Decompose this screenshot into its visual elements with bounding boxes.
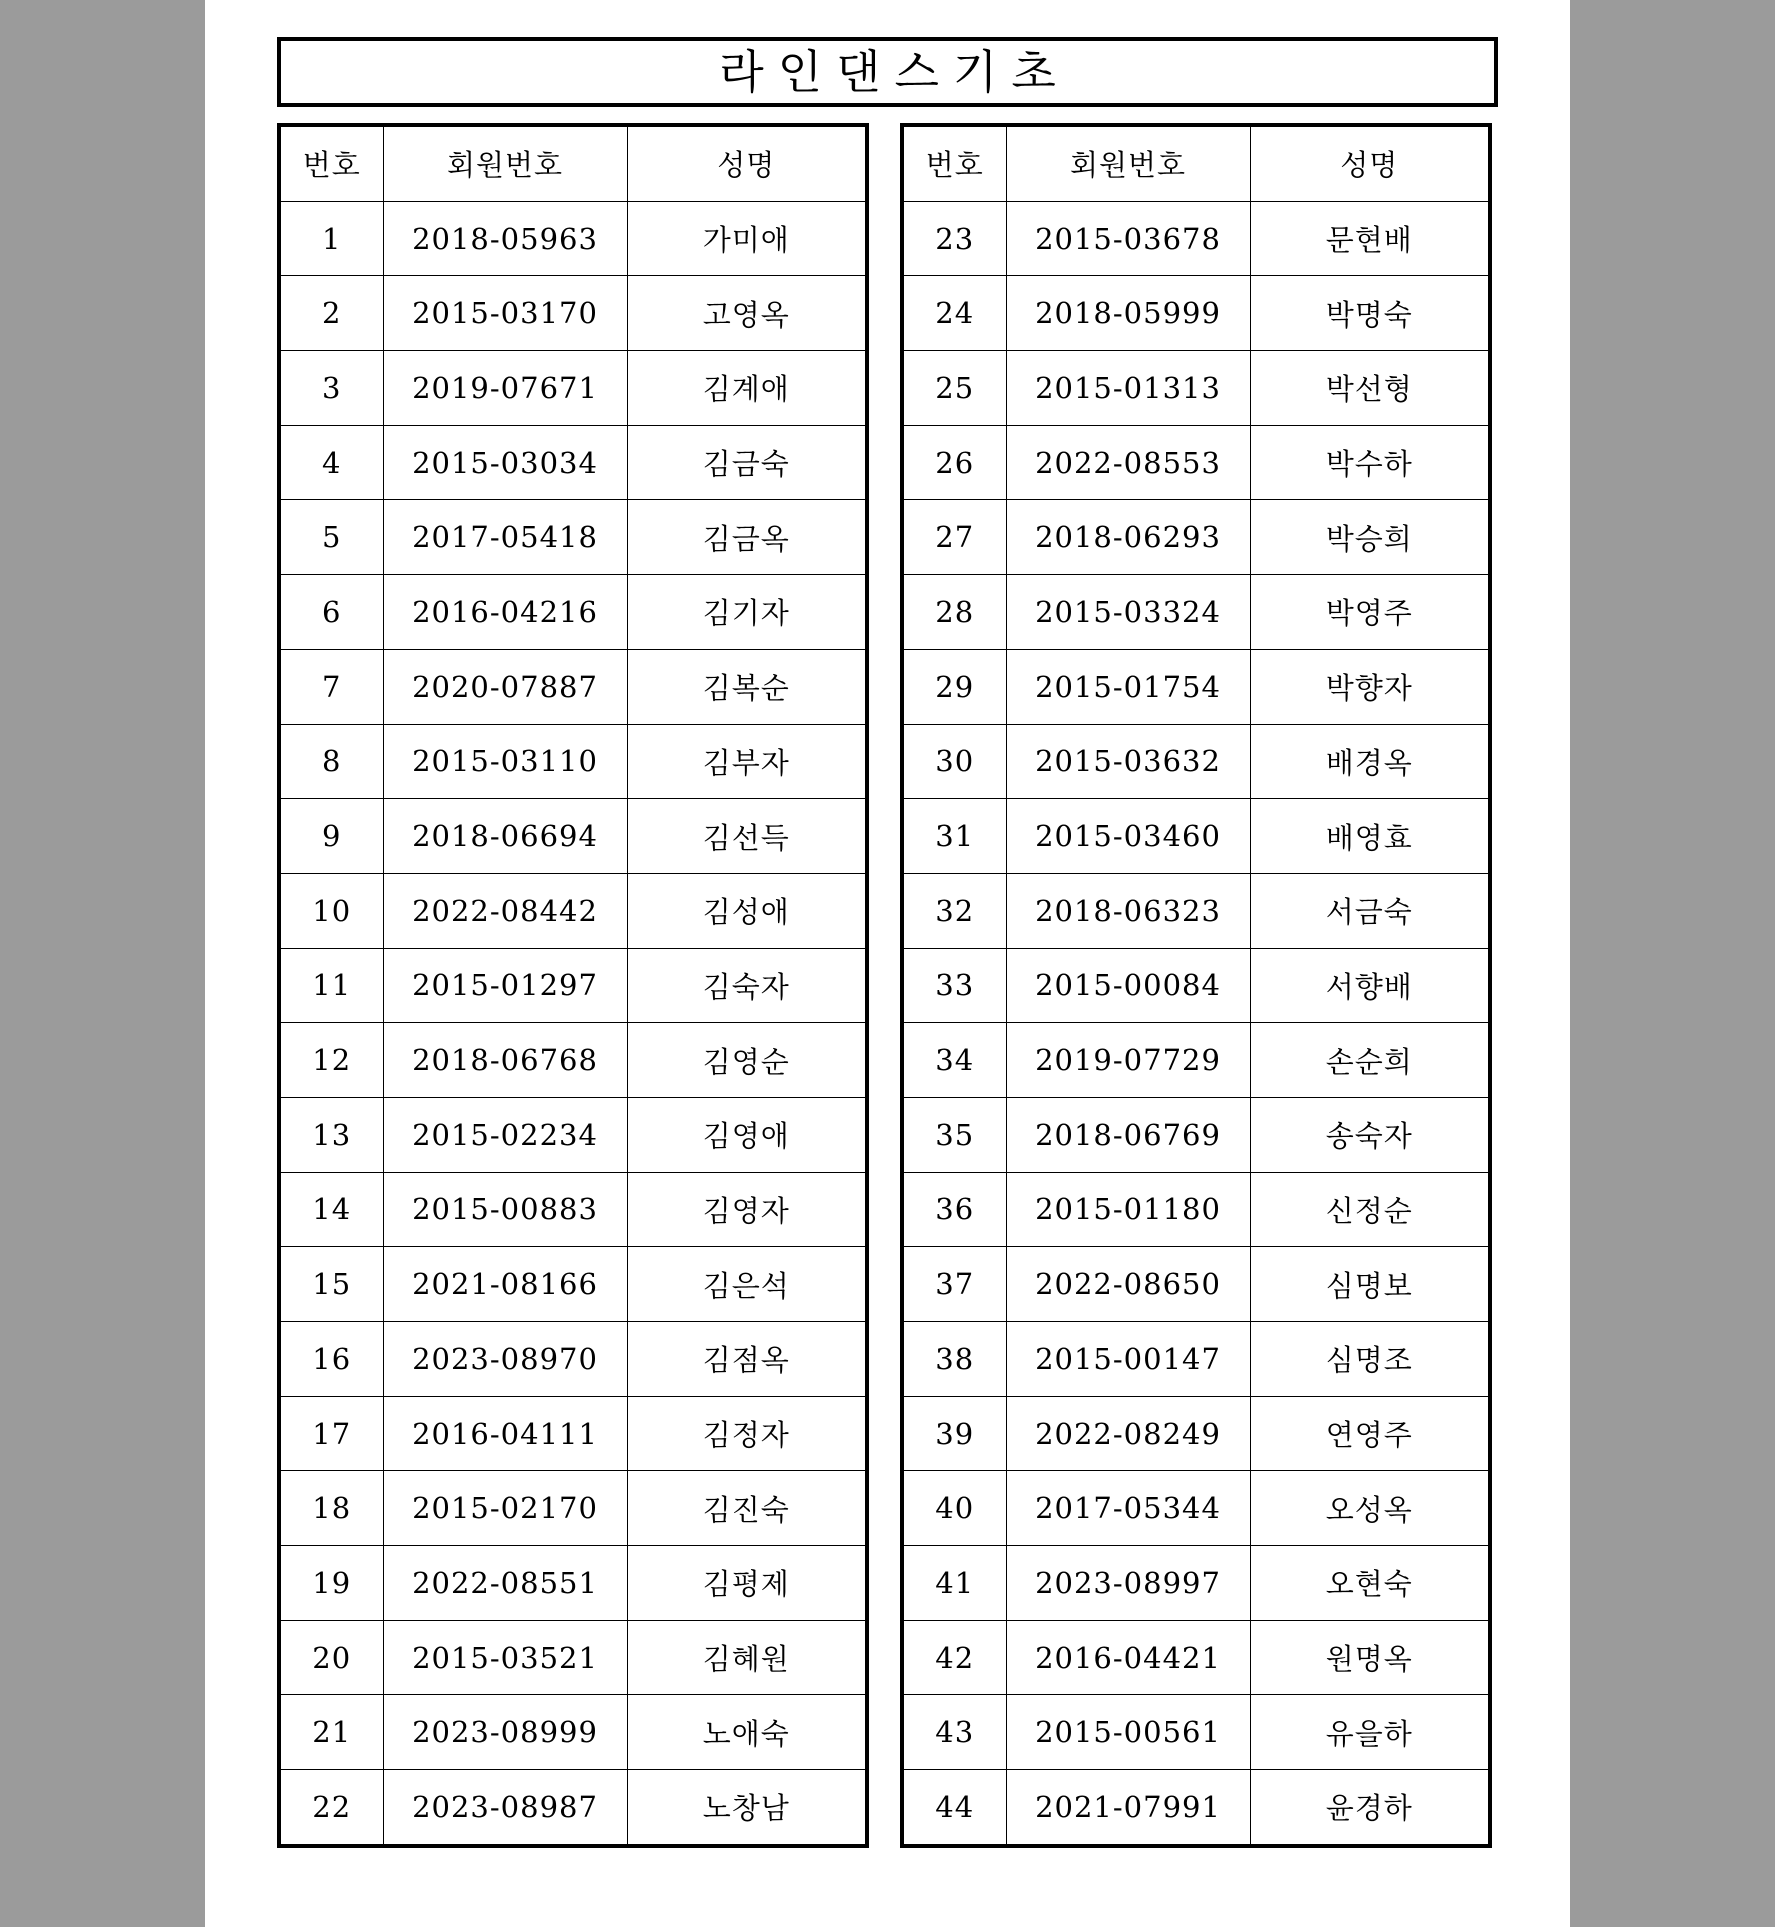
cell-name: 가미애 — [627, 201, 867, 276]
table-row — [902, 425, 1490, 500]
cell-member-id: 2018-06293 — [1006, 500, 1250, 575]
cell-no: 3 — [279, 351, 383, 426]
cell-no: 7 — [279, 649, 383, 724]
table-row — [902, 201, 1490, 276]
cell-name: 박수하 — [1250, 425, 1490, 500]
header-no: 번호 — [279, 125, 383, 201]
cell-member-id: 2016-04111 — [383, 1396, 627, 1471]
table-row — [279, 948, 867, 1023]
cell-name: 박명숙 — [1250, 276, 1490, 351]
cell-no: 11 — [279, 948, 383, 1023]
table-row — [279, 1322, 867, 1397]
table-row — [279, 649, 867, 724]
cell-member-id: 2015-03034 — [383, 425, 627, 500]
cell-member-id: 2015-03678 — [1006, 201, 1250, 276]
cell-name: 문현배 — [1250, 201, 1490, 276]
cell-no: 38 — [902, 1322, 1006, 1397]
cell-name: 김진숙 — [627, 1471, 867, 1546]
cell-name: 심명조 — [1250, 1322, 1490, 1397]
cell-name: 배경옥 — [1250, 724, 1490, 799]
cell-name: 신정순 — [1250, 1172, 1490, 1247]
cell-member-id: 2015-01180 — [1006, 1172, 1250, 1247]
cell-member-id: 2020-07887 — [383, 649, 627, 724]
table-row — [902, 1247, 1490, 1322]
cell-no: 16 — [279, 1322, 383, 1397]
cell-member-id: 2021-08166 — [383, 1247, 627, 1322]
cell-no: 31 — [902, 799, 1006, 874]
cell-member-id: 2015-00084 — [1006, 948, 1250, 1023]
cell-name: 김계애 — [627, 351, 867, 426]
table-row — [279, 1097, 867, 1172]
table-row — [902, 1023, 1490, 1098]
table-row — [902, 575, 1490, 650]
cell-no: 44 — [902, 1770, 1006, 1846]
cell-name: 고영옥 — [627, 276, 867, 351]
cell-name: 서금숙 — [1250, 873, 1490, 948]
cell-member-id: 2015-01297 — [383, 948, 627, 1023]
cell-no: 21 — [279, 1695, 383, 1770]
cell-member-id: 2021-07991 — [1006, 1770, 1250, 1846]
cell-member-id: 2015-00883 — [383, 1172, 627, 1247]
cell-no: 29 — [902, 649, 1006, 724]
cell-member-id: 2015-00561 — [1006, 1695, 1250, 1770]
table-row — [279, 276, 867, 351]
table-row — [279, 1471, 867, 1546]
table-row — [902, 276, 1490, 351]
cell-member-id: 2017-05418 — [383, 500, 627, 575]
cell-member-id: 2015-03324 — [1006, 575, 1250, 650]
cell-member-id: 2016-04216 — [383, 575, 627, 650]
cell-member-id: 2023-08970 — [383, 1322, 627, 1397]
cell-member-id: 2015-03632 — [1006, 724, 1250, 799]
table-row — [279, 1172, 867, 1247]
table-row — [902, 1097, 1490, 1172]
cell-member-id: 2023-08999 — [383, 1695, 627, 1770]
table-row — [279, 1620, 867, 1695]
member-table-right — [900, 123, 1492, 1848]
document-page — [205, 0, 1570, 1927]
table-row — [279, 1770, 867, 1846]
cell-no: 1 — [279, 201, 383, 276]
cell-name: 송숙자 — [1250, 1097, 1490, 1172]
table-row — [279, 425, 867, 500]
header-no: 번호 — [902, 125, 1006, 201]
cell-no: 27 — [902, 500, 1006, 575]
cell-no: 28 — [902, 575, 1006, 650]
cell-no: 25 — [902, 351, 1006, 426]
cell-no: 5 — [279, 500, 383, 575]
cell-no: 32 — [902, 873, 1006, 948]
cell-name: 유을하 — [1250, 1695, 1490, 1770]
cell-name: 오성옥 — [1250, 1471, 1490, 1546]
table-row — [279, 351, 867, 426]
table-row — [902, 948, 1490, 1023]
cell-no: 30 — [902, 724, 1006, 799]
table-row — [902, 1471, 1490, 1546]
cell-no: 22 — [279, 1770, 383, 1846]
cell-name: 김금숙 — [627, 425, 867, 500]
cell-name: 김영애 — [627, 1097, 867, 1172]
cell-member-id: 2019-07671 — [383, 351, 627, 426]
cell-name: 김숙자 — [627, 948, 867, 1023]
cell-no: 24 — [902, 276, 1006, 351]
cell-no: 41 — [902, 1546, 1006, 1621]
table-row — [902, 1620, 1490, 1695]
table-row — [902, 1172, 1490, 1247]
table-row — [902, 1770, 1490, 1846]
table-row — [279, 873, 867, 948]
cell-no: 6 — [279, 575, 383, 650]
cell-no: 13 — [279, 1097, 383, 1172]
cell-no: 34 — [902, 1023, 1006, 1098]
cell-name: 윤경하 — [1250, 1770, 1490, 1846]
cell-member-id: 2023-08997 — [1006, 1546, 1250, 1621]
cell-no: 42 — [902, 1620, 1006, 1695]
cell-member-id: 2018-06769 — [1006, 1097, 1250, 1172]
cell-member-id: 2022-08553 — [1006, 425, 1250, 500]
cell-no: 37 — [902, 1247, 1006, 1322]
cell-no: 14 — [279, 1172, 383, 1247]
cell-member-id: 2015-03170 — [383, 276, 627, 351]
cell-member-id: 2015-02170 — [383, 1471, 627, 1546]
cell-member-id: 2017-05344 — [1006, 1471, 1250, 1546]
table-row — [279, 1247, 867, 1322]
page-title: 라인댄스기초 — [719, 45, 1070, 99]
cell-member-id: 2015-03460 — [1006, 799, 1250, 874]
cell-name: 김평제 — [627, 1546, 867, 1621]
table-row — [902, 500, 1490, 575]
cell-member-id: 2015-01754 — [1006, 649, 1250, 724]
cell-name: 김기자 — [627, 575, 867, 650]
cell-member-id: 2018-06323 — [1006, 873, 1250, 948]
cell-member-id: 2015-02234 — [383, 1097, 627, 1172]
cell-no: 8 — [279, 724, 383, 799]
cell-member-id: 2015-03110 — [383, 724, 627, 799]
cell-no: 10 — [279, 873, 383, 948]
table-row — [279, 1546, 867, 1621]
cell-name: 박영주 — [1250, 575, 1490, 650]
cell-no: 15 — [279, 1247, 383, 1322]
cell-name: 손순희 — [1250, 1023, 1490, 1098]
cell-no: 40 — [902, 1471, 1006, 1546]
table-row — [902, 799, 1490, 874]
cell-member-id: 2015-01313 — [1006, 351, 1250, 426]
cell-no: 20 — [279, 1620, 383, 1695]
cell-member-id: 2022-08442 — [383, 873, 627, 948]
table-row — [902, 1695, 1490, 1770]
table-row — [902, 1546, 1490, 1621]
cell-no: 12 — [279, 1023, 383, 1098]
table-row — [279, 201, 867, 276]
cell-name: 김금옥 — [627, 500, 867, 575]
cell-member-id: 2018-05963 — [383, 201, 627, 276]
cell-member-id: 2018-06768 — [383, 1023, 627, 1098]
cell-name: 연영주 — [1250, 1396, 1490, 1471]
header-member-id: 회원번호 — [1006, 125, 1250, 201]
cell-no: 2 — [279, 276, 383, 351]
cell-member-id: 2022-08650 — [1006, 1247, 1250, 1322]
cell-name: 김정자 — [627, 1396, 867, 1471]
table-row — [902, 351, 1490, 426]
cell-no: 18 — [279, 1471, 383, 1546]
cell-no: 26 — [902, 425, 1006, 500]
cell-name: 박선형 — [1250, 351, 1490, 426]
cell-name: 김복순 — [627, 649, 867, 724]
cell-name: 김영자 — [627, 1172, 867, 1247]
cell-no: 33 — [902, 948, 1006, 1023]
cell-name: 원명옥 — [1250, 1620, 1490, 1695]
cell-no: 4 — [279, 425, 383, 500]
table-row — [279, 500, 867, 575]
cell-name: 김영순 — [627, 1023, 867, 1098]
member-table-left — [277, 123, 869, 1848]
cell-name: 노창남 — [627, 1770, 867, 1846]
table-row — [279, 1695, 867, 1770]
header-row — [279, 125, 867, 201]
cell-name: 서향배 — [1250, 948, 1490, 1023]
cell-name: 박승희 — [1250, 500, 1490, 575]
cell-name: 노애숙 — [627, 1695, 867, 1770]
cell-member-id: 2015-00147 — [1006, 1322, 1250, 1397]
cell-no: 19 — [279, 1546, 383, 1621]
cell-no: 43 — [902, 1695, 1006, 1770]
cell-name: 오현숙 — [1250, 1546, 1490, 1621]
cell-member-id: 2022-08551 — [383, 1546, 627, 1621]
header-member-id: 회원번호 — [383, 125, 627, 201]
cell-member-id: 2018-05999 — [1006, 276, 1250, 351]
cell-member-id: 2022-08249 — [1006, 1396, 1250, 1471]
cell-no: 9 — [279, 799, 383, 874]
cell-member-id: 2015-03521 — [383, 1620, 627, 1695]
cell-no: 36 — [902, 1172, 1006, 1247]
cell-no: 35 — [902, 1097, 1006, 1172]
header-row — [902, 125, 1490, 201]
table-row — [902, 724, 1490, 799]
cell-no: 23 — [902, 201, 1006, 276]
header-name: 성명 — [627, 125, 867, 201]
header-name: 성명 — [1250, 125, 1490, 201]
cell-name: 김은석 — [627, 1247, 867, 1322]
cell-member-id: 2018-06694 — [383, 799, 627, 874]
cell-name: 김부자 — [627, 724, 867, 799]
cell-name: 심명보 — [1250, 1247, 1490, 1322]
table-row — [902, 1322, 1490, 1397]
cell-no: 39 — [902, 1396, 1006, 1471]
cell-name: 배영효 — [1250, 799, 1490, 874]
cell-name: 김성애 — [627, 873, 867, 948]
cell-no: 17 — [279, 1396, 383, 1471]
table-row — [279, 1396, 867, 1471]
table-row — [279, 724, 867, 799]
cell-member-id: 2016-04421 — [1006, 1620, 1250, 1695]
table-row — [279, 575, 867, 650]
cell-name: 김선득 — [627, 799, 867, 874]
table-row — [902, 649, 1490, 724]
cell-member-id: 2023-08987 — [383, 1770, 627, 1846]
cell-name: 김혜원 — [627, 1620, 867, 1695]
table-row — [902, 1396, 1490, 1471]
table-row — [902, 873, 1490, 948]
cell-name: 박향자 — [1250, 649, 1490, 724]
title-box — [277, 37, 1498, 107]
cell-name: 김점옥 — [627, 1322, 867, 1397]
table-row — [279, 799, 867, 874]
cell-member-id: 2019-07729 — [1006, 1023, 1250, 1098]
table-row — [279, 1023, 867, 1098]
